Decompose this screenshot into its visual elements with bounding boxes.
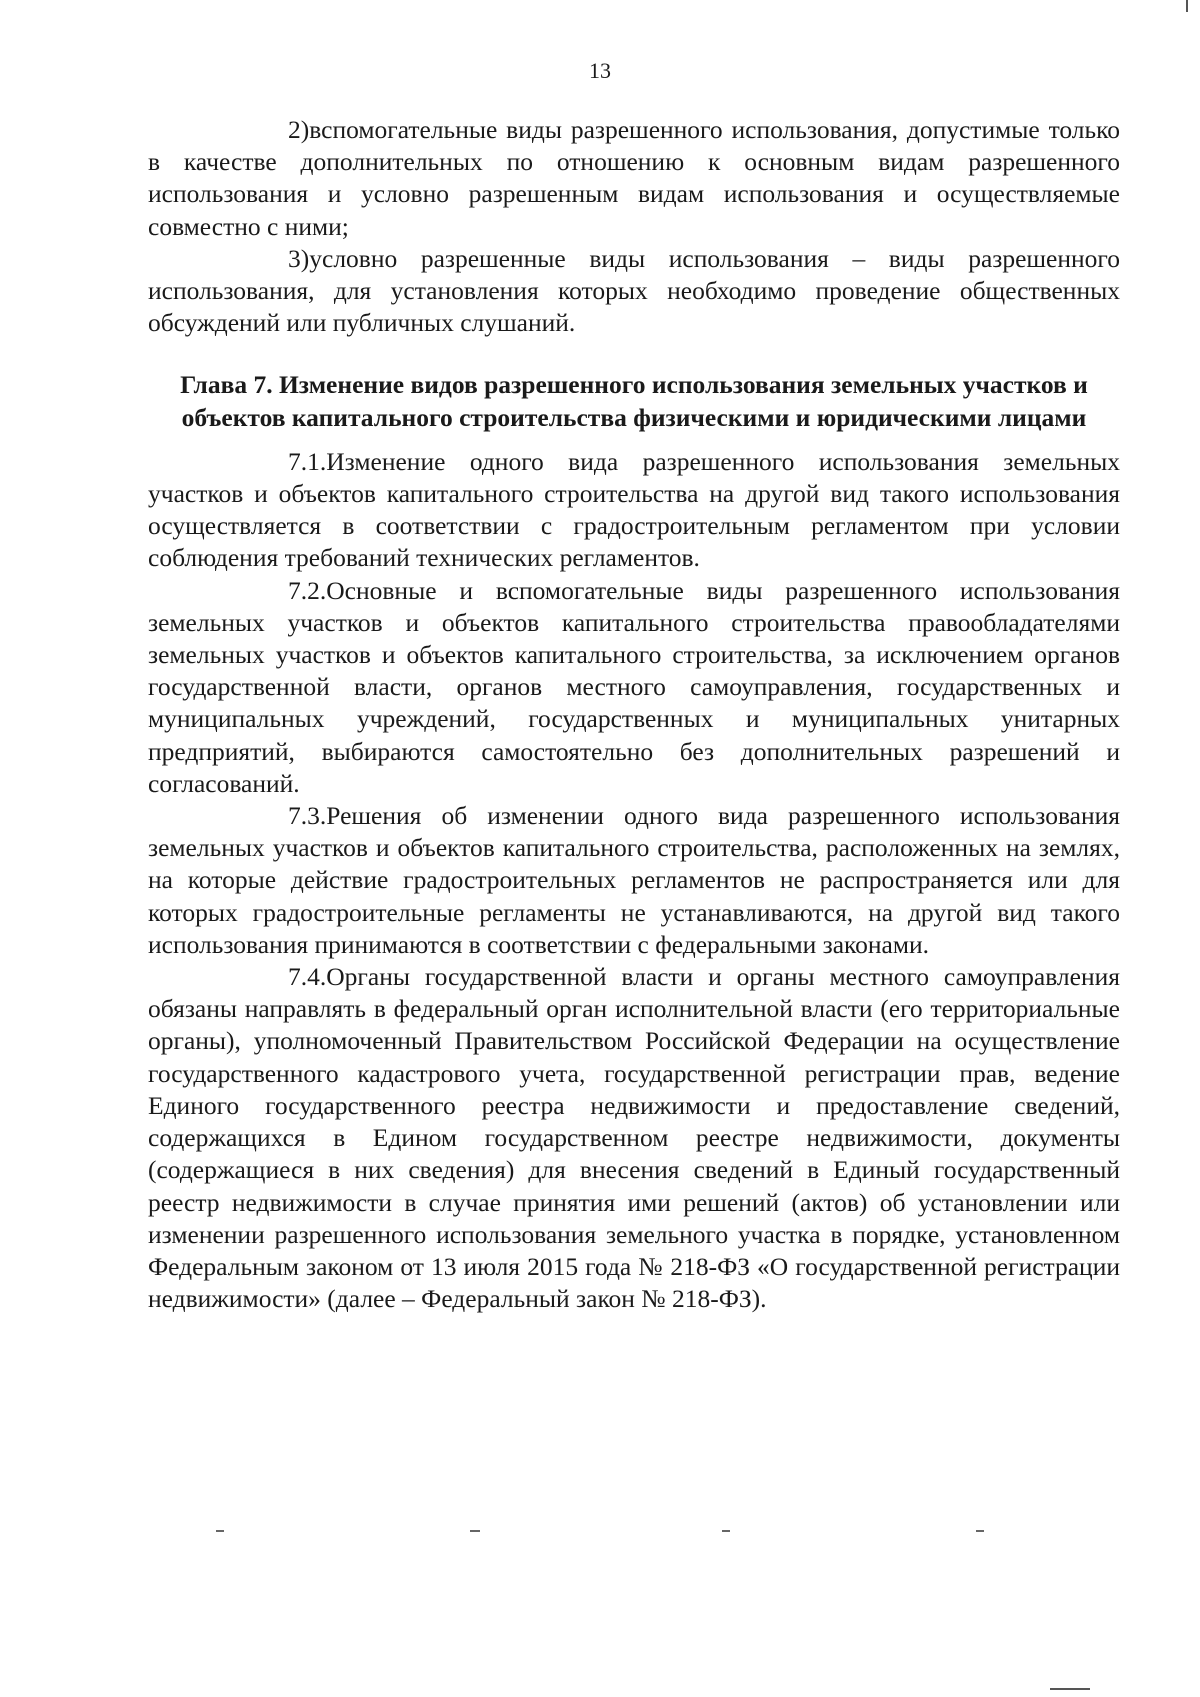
scan-artifact-corner bbox=[1050, 1688, 1090, 1690]
chapter-title: Глава 7. Изменение видов разрешенного использования земельных участков и объектов капитального строительства физическими и юридическими лицами bbox=[180, 370, 1088, 432]
document-body bbox=[148, 114, 1120, 1315]
paragraph-7-4 bbox=[148, 961, 1120, 1315]
paragraph-7-3 bbox=[148, 800, 1120, 961]
paragraph-text: Изменение одного вида разрешенного использования земельных участков и объектов капитального строительства на другой вид такого использования осуществляется в соответствии с градостроительным регламентом при условии соблюдения требований технических регламентов. bbox=[148, 446, 1120, 573]
scan-artifact-mark bbox=[976, 1530, 984, 1532]
page-number: 13 bbox=[589, 58, 611, 83]
scan-artifact-mark bbox=[722, 1530, 730, 1532]
paragraph-text: условно разрешенные виды использования – виды разрешенного использования, для установления которых необходимо проведение общественных обсуждений или публичных слушаний. bbox=[148, 243, 1120, 338]
paragraph-number: 2) bbox=[288, 115, 310, 144]
scan-artifact-corner bbox=[1186, 0, 1188, 12]
paragraph-number: 7.2. bbox=[288, 575, 327, 605]
paragraph-number: 3) bbox=[288, 243, 310, 273]
paragraph-item-2 bbox=[148, 114, 1120, 243]
paragraph-number: 7.3. bbox=[288, 801, 327, 831]
paragraph-number: 7.1. bbox=[288, 446, 327, 476]
paragraph-text: Основные и вспомогательные виды разрешенного использования земельных участков и объектов капитального строительства правообладателями земельных участков и объектов капитального строительства, за исключением органов государственной власти, органов местного самоуправления, государственных и муниципальных учреждений, государственных и муниципальных унитарных предприятий, выбираются самостоятельно без дополнительных разрешений и согласований. bbox=[148, 575, 1120, 798]
paragraph-number: 7.4. bbox=[288, 962, 327, 992]
paragraph-item-3 bbox=[148, 243, 1120, 340]
scan-artifact-mark bbox=[470, 1530, 480, 1532]
paragraph-text: вспомогательные виды разрешенного использования, допустимые только в качестве дополнительных по отношению к основным видам разрешенного использования и условно разрешенным видам использования и осуществляемые совместно с ними; bbox=[148, 115, 1120, 241]
paragraph-text: Решения об изменении одного вида разрешенного использования земельных участков и объектов капитального строительства, расположенных на землях, на которые действие градостроительных регламентов не распространяется или для которых градостроительные регламенты не устанавливаются, на другой вид такого использования принимаются в соответствии с федеральными законами. bbox=[148, 801, 1120, 959]
paragraph-7-1 bbox=[148, 446, 1120, 575]
scan-artifact-mark bbox=[216, 1530, 224, 1532]
paragraph-text: Органы государственной власти и органы местного самоуправления обязаны направлять в федеральный орган исполнительной власти (его территориальные органы), уполномоченный Правительством Российской Федерации на осуществление государственного кадастрового учета, государственной регистрации прав, ведение Единого государственного реестра недвижимости и предоставление сведений, содержащихся в Едином государственном реестре недвижимости, документы (содержащиеся в них сведения) для внесения сведений в Единый государственный реестр недвижимости в случае принятия ими решений (актов) об установлении или изменении разрешенного использования земельного участка в порядке, установленном Федеральным законом от 13 июля 2015 года № 218-ФЗ «О государственной регистрации недвижимости» (далее – Федеральный закон № 218-ФЗ). bbox=[148, 962, 1120, 1314]
paragraph-7-2 bbox=[148, 575, 1120, 800]
